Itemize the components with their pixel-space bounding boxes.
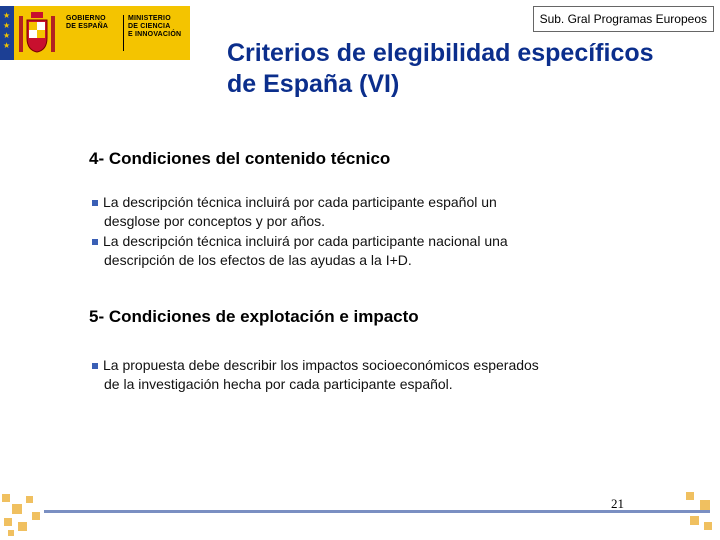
bullet-item: La propuesta debe describir los impactos socioeconómicos esperados de la investigación hecha por cada participante español.: [92, 356, 632, 394]
slide-title: Criterios de elegibilidad específicos de España (VI): [227, 39, 654, 98]
section-heading: 4- Condiciones del contenido técnico: [89, 149, 391, 168]
section-heading: 5- Condiciones de explotación e impacto: [89, 307, 419, 326]
page-number: 21: [611, 496, 624, 511]
bullet-item: La descripción técnica incluirá por cada participante nacional una descripción de los efectos de las ayudas a la I+D.: [92, 232, 632, 270]
government-logo: [0, 6, 190, 60]
ministerio-label: MINISTERIO DE CIENCIA E INNOVACIÓN: [128, 15, 182, 38]
logo-divider: [123, 15, 124, 51]
gobierno-label: GOBIERNO DE ESPAÑA: [66, 15, 109, 30]
bullet-square-icon: [92, 239, 98, 245]
header-tag: Sub. Gral Programas Europeos: [533, 6, 714, 32]
bullet-item: La descripción técnica incluirá por cada participante español un desglose por conceptos y por años.: [92, 193, 632, 231]
bullet-square-icon: [92, 363, 98, 369]
bullet-square-icon: [92, 200, 98, 206]
coat-of-arms-icon: [18, 10, 56, 56]
eu-flag-icon: ★ ★ ★ ★: [0, 6, 14, 60]
